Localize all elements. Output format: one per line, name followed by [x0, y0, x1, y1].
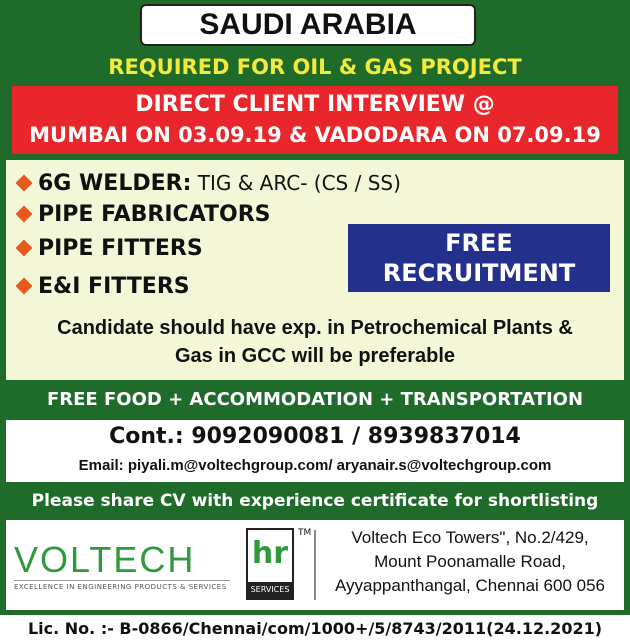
job-title: E&I FITTERS	[38, 274, 190, 299]
job-title: PIPE FABRICATORS	[38, 202, 271, 227]
share-cv-note: Please share CV with experience certificate for shortlisting	[31, 491, 599, 511]
bullet-diamond-icon	[16, 278, 33, 295]
address-line-2: Mount Poonamalle Road,	[374, 552, 566, 571]
trademark-mark: TM	[298, 528, 312, 538]
interview-line-2: MUMBAI ON 03.09.19 & VADODARA ON 07.09.19	[29, 123, 601, 147]
contact-phones: Cont.: 9092090081 / 8939837014	[109, 424, 521, 449]
job-item-pipe-fitters	[16, 234, 203, 264]
hr-logo-text: hr	[251, 536, 289, 571]
hr-services-logo	[246, 528, 294, 600]
free-recruitment-badge	[348, 224, 610, 292]
address-line-1: Voltech Eco Towers", No.2/429,	[351, 528, 589, 547]
country-title: SAUDI ARABIA	[140, 4, 476, 46]
address-line-3: Ayyappanthangal, Chennai 600 056	[334, 576, 606, 595]
interview-line-1: DIRECT CLIENT INTERVIEW @	[135, 92, 495, 117]
job-item-welder	[16, 168, 401, 199]
footer-box	[6, 520, 624, 610]
contact-box	[6, 420, 624, 482]
hr-logo-sub: SERVICES	[248, 582, 292, 598]
candidate-note-line-2: Gas in GCC will be preferable	[174, 345, 456, 367]
job-title: PIPE FITTERS	[38, 236, 203, 261]
job-detail: TIG & ARC- (CS / SS)	[191, 171, 401, 195]
free-recruitment-line-1: FREE	[445, 229, 513, 257]
footer-divider	[314, 530, 316, 600]
contact-email: Email: piyali.m@voltechgroup.com/ aryanair.s@voltechgroup.com	[78, 457, 552, 474]
candidate-note-line-1: Candidate should have exp. in Petrochemical Plants &	[57, 317, 573, 339]
project-headline: REQUIRED FOR OIL & GAS PROJECT	[108, 55, 522, 79]
candidate-note	[6, 314, 624, 370]
bullet-diamond-icon	[16, 240, 33, 257]
voltech-logo-word: VOLTECH	[14, 539, 196, 580]
voltech-logo	[14, 540, 230, 600]
perks-line: FREE FOOD + ACCOMMODATION + TRANSPORTATION	[46, 389, 584, 410]
bullet-diamond-icon	[16, 175, 33, 192]
interview-banner	[12, 86, 618, 154]
job-title: 6G WELDER:	[38, 171, 192, 196]
license-number: Lic. No. :- B-0866/Chennai/com/1000+/5/8743/2011(24.12.2021)	[0, 612, 630, 640]
job-item-pipe-fabricators	[16, 200, 271, 230]
voltech-tagline: EXCELLENCE IN ENGINEERING PRODUCTS & SERVICES	[14, 580, 230, 593]
jobs-panel	[6, 160, 624, 380]
company-address	[322, 526, 618, 598]
bullet-diamond-icon	[16, 206, 33, 223]
free-recruitment-line-2: RECRUITMENT	[382, 259, 576, 287]
job-item-ei-fitters	[16, 272, 190, 302]
